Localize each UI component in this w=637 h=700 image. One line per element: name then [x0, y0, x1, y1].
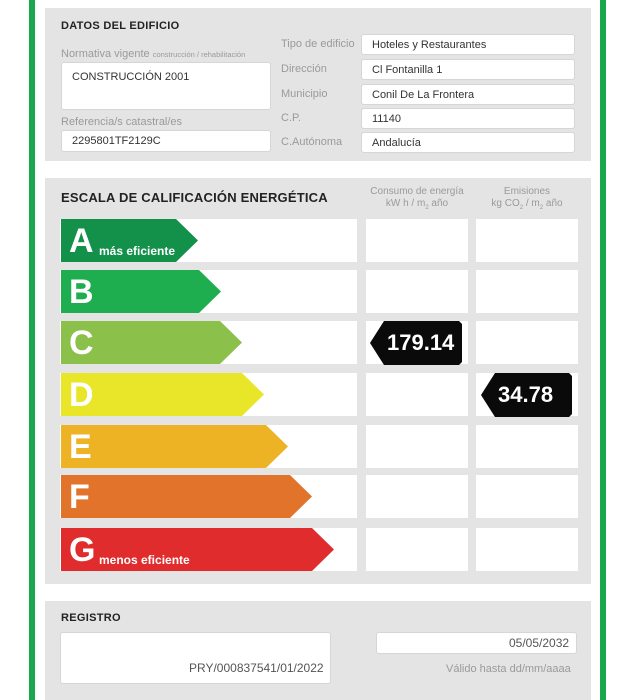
consumo-cell-b	[366, 270, 468, 313]
energy-band-letter: D	[69, 376, 94, 414]
energy-band-e	[61, 425, 289, 468]
tipo-edificio-field: Hoteles y Restaurantes	[361, 34, 575, 55]
registro-number-box	[60, 632, 331, 684]
municipio-field: Conil De La Frontera	[361, 84, 575, 105]
building-data-title: DATOS DEL EDIFICIO	[61, 20, 180, 32]
emisiones-cell-c	[476, 321, 578, 364]
energy-band-letter: B	[69, 273, 94, 311]
energy-band-b	[61, 270, 222, 313]
emisiones-rating-marker	[481, 373, 572, 417]
valid-date: 05/05/2032	[509, 636, 570, 650]
consumo-cell-f	[366, 475, 468, 518]
consumo-cell-d	[366, 373, 468, 416]
emisiones-cell-g	[476, 528, 578, 571]
normativa-sublabel: construcción / rehabilitación	[152, 50, 246, 59]
energy-band-note: más eficiente	[99, 244, 176, 258]
energy-band-arrow-f	[61, 475, 312, 518]
emisiones-cell-f	[476, 475, 578, 518]
cp-field: 11140	[361, 108, 575, 129]
comunidad-field: Andalucía	[361, 132, 575, 153]
referencia-label: Referencia/s catastral/es	[61, 116, 183, 128]
normativa-label: Normativa vigente construcción / rehabilitación	[61, 48, 246, 60]
emisiones-column-header: Emisiones kg $CO_2 / m_2$ año	[491, 186, 563, 211]
direccion-field: Cl Fontanilla 1	[361, 59, 575, 80]
emisiones-cell-e	[476, 425, 578, 468]
municipio-label: Municipio	[281, 88, 328, 100]
direccion-label: Dirección	[281, 63, 327, 75]
energy-band-g	[61, 528, 335, 571]
emisiones-rating-value: 34.78	[498, 382, 554, 407]
valid-date-label: Válido hasta dd/mm/aaaa	[446, 663, 571, 675]
consumo-cell-a	[366, 219, 468, 262]
energy-band-arrow-e	[61, 425, 288, 468]
emisiones-cell-a	[476, 219, 578, 262]
energy-band-letter: E	[69, 428, 92, 466]
registro-number: PRY/000837541/01/2022	[189, 661, 324, 675]
consumo-column-header: Consumo de energía kW h / $m_2$ año	[370, 186, 464, 211]
energy-band-a	[61, 219, 199, 262]
energy-band-f	[61, 475, 313, 518]
energy-scale-title: ESCALA DE CALIFICACIÓN ENERGÉTICA	[61, 190, 328, 205]
tipo-edificio-label: Tipo de edificio	[281, 38, 355, 50]
normativa-field: CONSTRUCCIÓN 2001	[61, 62, 271, 110]
energy-band-c	[61, 321, 243, 364]
emisiones-cell-b	[476, 270, 578, 313]
cp-label: C.P.	[281, 112, 301, 124]
comunidad-label: C.Autónoma	[281, 136, 343, 148]
energy-band-note: menos eficiente	[99, 553, 190, 567]
energy-band-letter: F	[69, 478, 90, 516]
energy-band-letter: G	[69, 531, 96, 569]
registro-title: REGISTRO	[61, 612, 121, 624]
consumo-cell-g	[366, 528, 468, 571]
consumo-rating-value: 179.14	[387, 330, 455, 355]
energy-band-letter: C	[69, 324, 94, 362]
consumo-rating-marker	[370, 321, 462, 365]
energy-band-d	[61, 373, 265, 416]
consumo-cell-e	[366, 425, 468, 468]
referencia-field: 2295801TF2129C	[61, 130, 271, 152]
energy-band-letter: A	[69, 222, 94, 260]
